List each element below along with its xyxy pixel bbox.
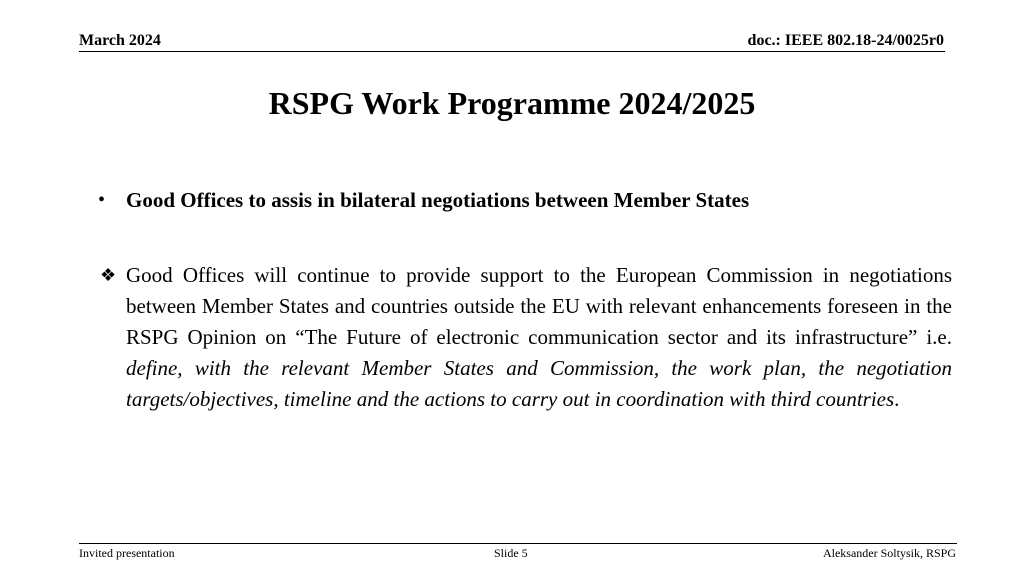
footer-divider <box>79 543 957 544</box>
slide-title: RSPG Work Programme 2024/2025 <box>268 85 756 121</box>
header-date: March 2024 <box>79 32 161 49</box>
footer-left: Invited presentation <box>79 546 175 560</box>
sub-bullet-paragraph <box>100 260 952 415</box>
bullet-text: Good Offices to assis in bilateral negotiations between Member States <box>126 188 750 212</box>
paragraph-text: Good Offices will continue to provide support to the European Commission in negotiations between Member States and countries outside the EU with relevant enhancements foreseen in the RSPG Opinion on “The Future of electronic communication sector and its infrastructure” i.e. <box>126 263 952 349</box>
diamond-bullet-icon: ❖ <box>100 265 117 285</box>
bullet-icon: • <box>98 189 106 211</box>
paragraph-body <box>126 260 952 415</box>
paragraph-italic-text: define, with the relevant Member States and Commission, the work plan, the negotiation targets/objectives, timeline and the actions to carry out in coordination with third countries <box>126 356 952 411</box>
footer-author: Aleksander Soltysik, RSPG <box>822 546 956 560</box>
header-doc-id: doc.: IEEE 802.18-24/0025r0 <box>747 32 944 49</box>
bullet-item <box>98 187 749 213</box>
footer-slide-number: Slide 5 <box>494 546 528 560</box>
header-divider <box>79 51 945 52</box>
paragraph-end: . <box>894 387 900 411</box>
